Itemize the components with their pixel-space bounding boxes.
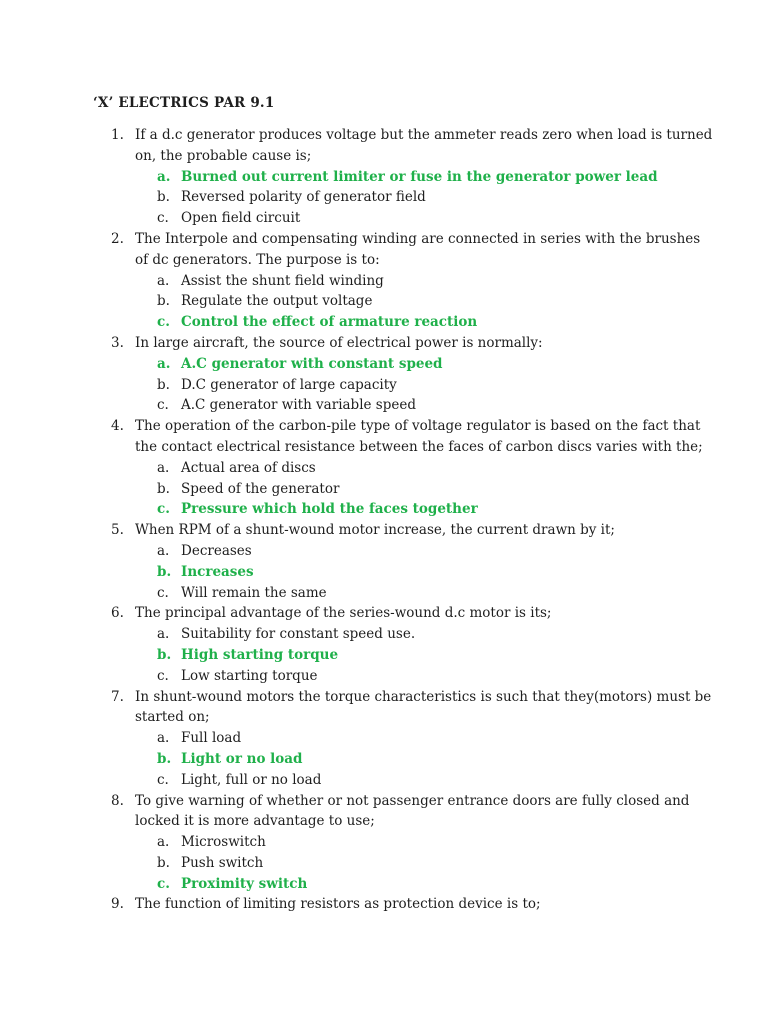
- answer-option: [0, 832, 768, 853]
- option-text: Actual area of discs: [181, 459, 316, 476]
- answer-option: [0, 728, 768, 749]
- question-list: [0, 125, 768, 915]
- option-text: Microswitch: [181, 834, 266, 851]
- option-letter: c.: [157, 314, 170, 331]
- question-item: [0, 416, 768, 520]
- question-line: [0, 416, 768, 437]
- question-line: [0, 894, 768, 915]
- question-item: [0, 520, 768, 603]
- option-text: Control the effect of armature reaction: [181, 314, 478, 331]
- option-letter: c.: [157, 210, 169, 227]
- question-text: on, the probable cause is;: [135, 147, 312, 164]
- question-text: In large aircraft, the source of electrical power is normally:: [135, 334, 543, 351]
- answer-option: [0, 395, 768, 416]
- answer-option: [0, 208, 768, 229]
- answer-option: [0, 291, 768, 312]
- option-text: A.C generator with variable speed: [181, 397, 416, 414]
- answer-option: [0, 541, 768, 562]
- option-letter: c.: [157, 584, 169, 601]
- question-line: [0, 811, 768, 832]
- option-letter: c.: [157, 771, 169, 788]
- option-letter: b.: [157, 646, 172, 663]
- question-text: The function of limiting resistors as protection device is to;: [135, 896, 541, 913]
- answer-option-correct: [0, 645, 768, 666]
- option-letter: b.: [157, 189, 170, 206]
- answer-option: [0, 583, 768, 604]
- answer-option: [0, 271, 768, 292]
- option-letter: a.: [157, 626, 170, 643]
- option-letter: b.: [157, 563, 172, 580]
- question-item: [0, 791, 768, 895]
- answer-option: [0, 458, 768, 479]
- question-item: [0, 125, 768, 229]
- question-text: locked it is more advantage to use;: [135, 813, 375, 830]
- option-text: High starting torque: [181, 646, 339, 663]
- option-text: Suitability for constant speed use.: [181, 626, 416, 643]
- answer-option-correct: [0, 874, 768, 895]
- option-text: Decreases: [181, 542, 252, 559]
- option-text: Pressure which hold the faces together: [181, 501, 478, 518]
- document-title: ‘X’ ELECTRICS PAR 9.1: [93, 95, 275, 111]
- option-letter: c.: [157, 397, 169, 414]
- question-line: [0, 687, 768, 708]
- question-text: To give warning of whether or not passenger entrance doors are fully closed and: [135, 792, 690, 809]
- question-text: The operation of the carbon-pile type of voltage regulator is based on the fact that: [135, 418, 701, 435]
- question-line: [0, 333, 768, 354]
- option-text: Low starting torque: [181, 667, 318, 684]
- question-text: When RPM of a shunt-wound motor increase, the current drawn by it;: [135, 522, 615, 539]
- question-number: 3.: [111, 334, 124, 351]
- question-item: [0, 687, 768, 791]
- option-letter: c.: [157, 875, 170, 892]
- answer-option-correct: [0, 167, 768, 188]
- option-text: Push switch: [181, 854, 264, 871]
- question-line: [0, 707, 768, 728]
- option-letter: a.: [157, 730, 170, 747]
- question-text: started on;: [135, 709, 210, 726]
- answer-option-correct: [0, 749, 768, 770]
- answer-option-correct: [0, 499, 768, 520]
- question-text: The Interpole and compensating winding are connected in series with the brushes: [135, 230, 701, 247]
- question-number: 5.: [111, 522, 124, 539]
- option-text: Speed of the generator: [181, 480, 340, 497]
- option-letter: b.: [157, 376, 170, 393]
- option-text: Light or no load: [181, 750, 303, 767]
- question-line: [0, 125, 768, 146]
- question-line: [0, 250, 768, 271]
- question-text: the contact electrical resistance between the faces of carbon discs varies with the;: [135, 438, 703, 455]
- option-letter: c.: [157, 501, 170, 518]
- option-text: Assist the shunt field winding: [181, 272, 384, 289]
- option-text: Light, full or no load: [181, 771, 322, 788]
- question-number: 9.: [111, 896, 124, 913]
- option-text: Burned out current limiter or fuse in the generator power lead: [181, 168, 658, 185]
- question-text: In shunt-wound motors the torque characteristics is such that they(motors) must be: [135, 688, 712, 705]
- question-line: [0, 791, 768, 812]
- answer-option: [0, 770, 768, 791]
- option-letter: b.: [157, 480, 170, 497]
- option-letter: a.: [157, 355, 171, 372]
- option-letter: a.: [157, 542, 170, 559]
- question-item: [0, 603, 768, 686]
- answer-option: [0, 375, 768, 396]
- question-text: of dc generators. The purpose is to:: [135, 251, 380, 268]
- question-number: 2.: [111, 230, 124, 247]
- option-text: Proximity switch: [181, 875, 308, 892]
- question-text: The principal advantage of the series-wound d.c motor is its;: [135, 605, 552, 622]
- question-number: 8.: [111, 792, 124, 809]
- answer-option: [0, 666, 768, 687]
- option-letter: a.: [157, 168, 171, 185]
- answer-option: [0, 853, 768, 874]
- option-letter: c.: [157, 667, 169, 684]
- option-letter: b.: [157, 750, 172, 767]
- question-item: [0, 229, 768, 333]
- option-text: Open field circuit: [181, 210, 301, 227]
- answer-option-correct: [0, 562, 768, 583]
- answer-option: [0, 479, 768, 500]
- question-line: [0, 146, 768, 167]
- option-text: Regulate the output voltage: [181, 293, 373, 310]
- option-letter: b.: [157, 854, 170, 871]
- question-line: [0, 229, 768, 250]
- option-letter: a.: [157, 272, 170, 289]
- question-line: [0, 520, 768, 541]
- option-text: Increases: [181, 563, 254, 580]
- answer-option-correct: [0, 312, 768, 333]
- option-text: D.C generator of large capacity: [181, 376, 397, 393]
- answer-option-correct: [0, 354, 768, 375]
- answer-option: [0, 187, 768, 208]
- option-text: Full load: [181, 730, 242, 747]
- question-number: 7.: [111, 688, 124, 705]
- option-text: Reversed polarity of generator field: [181, 189, 426, 206]
- option-text: Will remain the same: [181, 584, 327, 601]
- option-letter: b.: [157, 293, 170, 310]
- question-line: [0, 437, 768, 458]
- question-line: [0, 603, 768, 624]
- option-letter: a.: [157, 459, 170, 476]
- question-number: 6.: [111, 605, 124, 622]
- question-item: [0, 894, 768, 915]
- question-number: 1.: [111, 127, 124, 143]
- question-item: [0, 333, 768, 416]
- question-text: If a d.c generator produces voltage but the ammeter reads zero when load is turned: [135, 127, 713, 143]
- option-text: A.C generator with constant speed: [181, 355, 443, 372]
- question-number: 4.: [111, 418, 124, 435]
- answer-option: [0, 624, 768, 645]
- option-letter: a.: [157, 834, 170, 851]
